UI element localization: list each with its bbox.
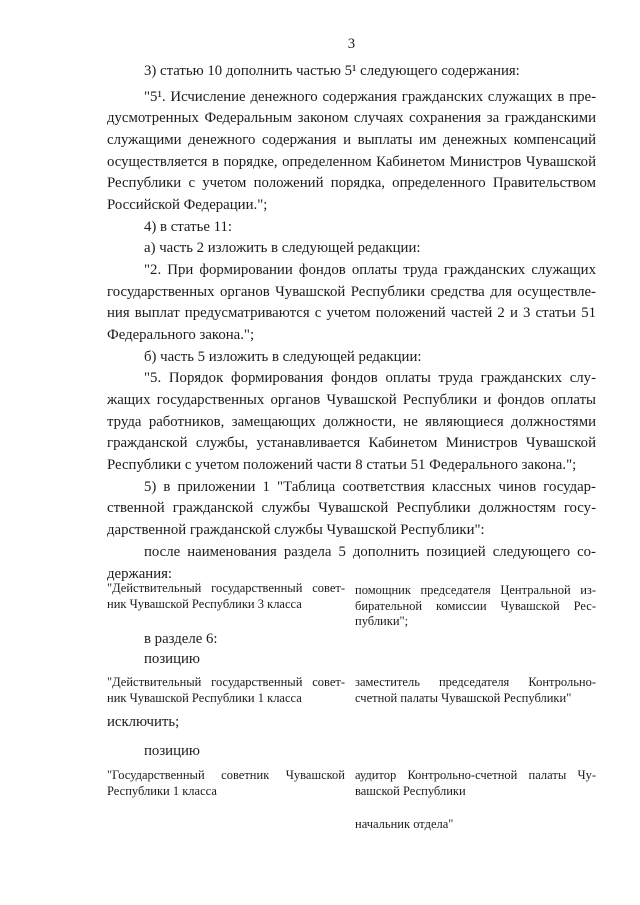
text-line: Республики 1 класса (107, 783, 217, 798)
text-line: а) часть 2 изложить в следующей редакции: (144, 240, 421, 257)
text-line: "Государственный советник Чувашской (107, 768, 345, 782)
text-line: помощник председателя Центральной из- (355, 583, 596, 597)
text-line: ник Чувашской Республики 3 класса (107, 596, 302, 611)
text-line: "5. Порядок формирования фондов оплаты труда гражданских слу- (144, 370, 596, 387)
text-line: "Действительный государственный совет- (107, 581, 345, 595)
text-line: счетной палаты Чувашской Республики" (355, 690, 572, 705)
text-line: жащих государственных органов Чувашской Республики и фондов оплаты (107, 392, 596, 408)
text-line: Российской Федерации."; (107, 196, 268, 213)
class-rank-cell (107, 675, 345, 706)
text-line: гражданской службы, устанавливается Кабинетом Министров Чувашской (107, 435, 596, 452)
text-line: ния выплат предусматриваются с учетом положений частей 2 и 3 статьи 51 (107, 305, 596, 322)
position-cell (355, 675, 596, 706)
position-label: позицию (144, 743, 200, 759)
text-line: после наименования раздела 5 дополнить позицией следующего со- (144, 543, 596, 560)
text-line: Республики с учетом положений части 8 статьи 51 Федерального закона."; (107, 457, 577, 474)
text-line: Федерального закона."; (107, 327, 255, 343)
position-label: позицию (144, 651, 200, 667)
text-line: ник Чувашской Республики 1 класса (107, 690, 302, 705)
text-line: "2. При формировании фондов оплаты труда гражданских служащих (144, 261, 596, 278)
text-line: публики"; (355, 614, 409, 628)
text-line: труда работников, замещающих должности, не являющиеся должностями (107, 413, 596, 430)
class-rank-cell (107, 768, 345, 799)
position-cell (355, 768, 596, 799)
text-line: начальник отдела" (355, 817, 454, 831)
text-line: Республики с учетом положений порядка, определенного Правительством (107, 175, 596, 192)
text-line: аудитор Контрольно-счетной палаты Чу- (355, 768, 596, 782)
text-line: держания: (107, 565, 173, 582)
text-line: служащими денежного содержания и выплаты им денежных компенсаций (107, 131, 596, 148)
text-line: бирательной комиссии Чувашской Рес- (355, 598, 596, 613)
text-line: "Действительный государственный совет- (107, 675, 345, 689)
text-line: 4) в статье 11: (144, 218, 232, 235)
text-line: осуществляется в порядке, определенном Кабинетом Министров Чувашской (107, 153, 596, 170)
text-line: б) часть 5 изложить в следующей редакции: (144, 348, 422, 365)
text-line: 5) в приложении 1 "Таблица соответствия классных чинов государ- (144, 478, 596, 495)
page-number: 3 (347, 36, 356, 52)
text-line: заместитель председателя Контрольно- (355, 675, 596, 689)
exclude-instruction: исключить; (107, 714, 180, 730)
class-rank-cell (107, 581, 345, 612)
text-line: дусмотренных Федеральным законом случаях сохранения за гражданскими (107, 110, 596, 127)
text-line: вашской Республики (355, 783, 466, 798)
text-line: дарственной гражданской службы Чувашской Республики": (107, 522, 485, 539)
section-6-heading: в разделе 6: (144, 631, 218, 647)
position-cell (355, 583, 596, 630)
text-line: государственных органов Чувашской Республики средства для осуществле- (107, 283, 596, 300)
position-cell-extra (355, 817, 596, 833)
text-line: 3) статью 10 дополнить частью 5¹ следующего содержания: (144, 63, 520, 79)
text-line: ственной гражданской службы Чувашской Республики должностям госу- (107, 500, 596, 517)
text-line: "5¹. Исчисление денежного содержания гражданских служащих в пре- (144, 88, 596, 105)
